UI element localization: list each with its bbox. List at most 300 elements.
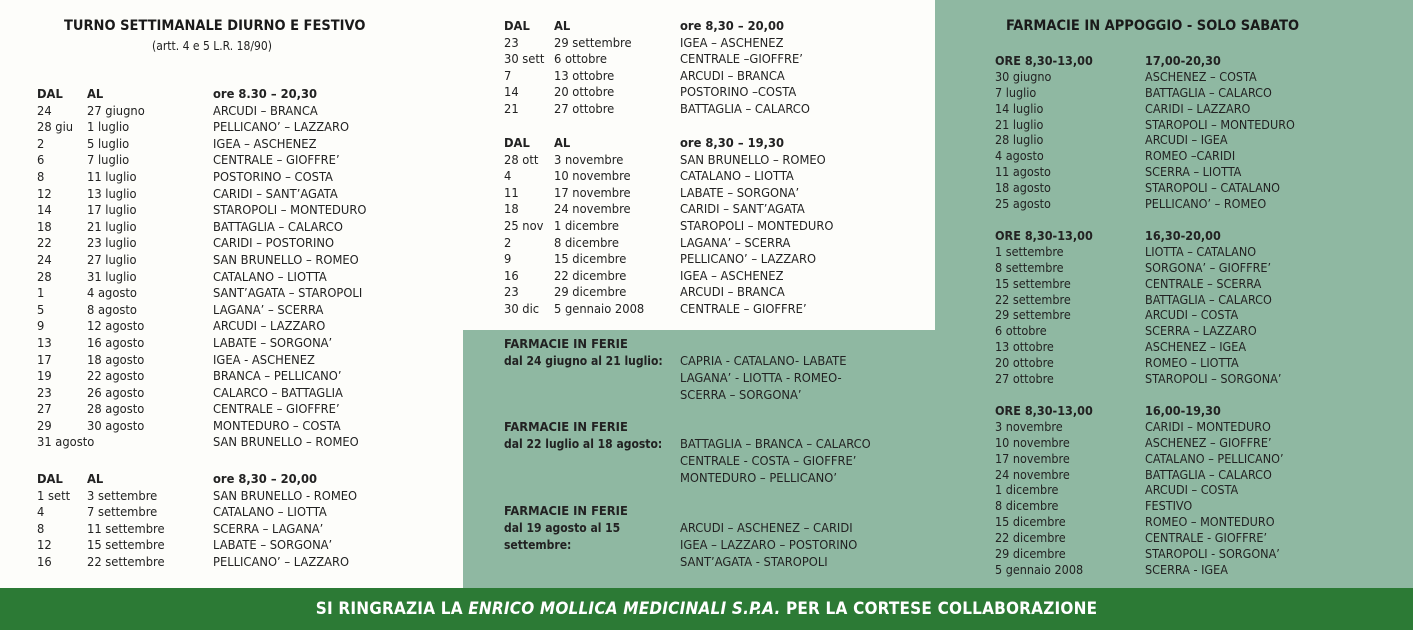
saturday-date: 11 agosto [995, 164, 1051, 180]
saturday-date: 17 novembre [995, 450, 1070, 466]
from-date: 17 [37, 352, 52, 368]
table-row [37, 137, 366, 154]
ferie-line: SANT’AGATA - STAROPOLI [680, 555, 828, 570]
from-date: 4 [37, 505, 45, 521]
from-date: 23 [504, 285, 519, 301]
saturday-row [995, 117, 1295, 133]
from-date: 2 [504, 235, 512, 251]
to-date: 22 dicembre [554, 268, 627, 284]
pharmacies: STAROPOLI – CATALANO [1145, 180, 1281, 196]
saturday-row [995, 339, 1281, 355]
ferie-line: MONTEDURO – PELLICANO’ [680, 471, 837, 486]
to-date: 13 luglio [87, 186, 137, 202]
pharmacies: SAN BRUNELLO - ROMEO [213, 488, 358, 504]
from-date: 7 [504, 68, 512, 84]
saturday-row [995, 530, 1284, 546]
afternoon-hours: 16,00-19,30 [1145, 403, 1221, 418]
saturday-date: 14 luglio [995, 100, 1044, 116]
saturday-date: 27 ottobre [995, 371, 1054, 387]
table-row [37, 220, 366, 237]
saturday-date: 30 giugno [995, 68, 1052, 84]
saturday-row [995, 355, 1281, 371]
to-date: 1 dicembre [554, 218, 619, 234]
pharmacies: LIOTTA – CATALANO [1145, 243, 1257, 259]
table-row [37, 120, 366, 137]
shift-table-winter [504, 136, 833, 319]
to-date: 29 dicembre [554, 285, 627, 301]
table-row [37, 253, 366, 270]
saturday-date: 7 luglio [995, 84, 1037, 100]
saturday-date: 15 settembre [995, 275, 1071, 291]
pharmacies: SCERRA – LAZZARO [1145, 323, 1257, 339]
pharmacies: STAROPOLI – SORGONA’ [1145, 371, 1282, 387]
saturday-date: 1 dicembre [995, 482, 1059, 498]
ferie-title: FARMACIE IN FERIE [504, 337, 628, 352]
table-row [504, 153, 833, 170]
table-header [37, 87, 366, 104]
saturday-header [995, 53, 1295, 69]
to-date: 13 ottobre [554, 68, 615, 84]
saturday-date: 22 dicembre [995, 530, 1066, 546]
to-date: 27 giugno [87, 103, 145, 119]
pharmacies: ASCHENEZ – COSTA [1145, 68, 1257, 84]
to-date: 16 agosto [87, 335, 145, 351]
table-header [504, 19, 810, 36]
pharmacies: BATTAGLIA – CALARCO [680, 101, 810, 117]
to-date: 5 luglio [87, 136, 130, 152]
pharmacies: ASCHENEZ – GIOFFRE’ [1145, 434, 1272, 450]
saturday-row [995, 164, 1295, 180]
pharmacies: SCERRA - IGEA [1145, 561, 1228, 577]
saturday-row [995, 546, 1284, 562]
pharmacies: STAROPOLI – MONTEDURO [213, 203, 367, 219]
pharmacies: ARCUDI – BRANCA [213, 103, 318, 119]
saturday-date: 24 novembre [995, 466, 1070, 482]
pharmacies: PELLICANO’ – LAZZARO [680, 252, 817, 268]
ferie-pharmacies [680, 436, 871, 487]
to-date: 17 novembre [554, 185, 631, 201]
saturday-date: 15 dicembre [995, 514, 1066, 530]
pharmacies: ARCUDI – COSTA [1145, 482, 1239, 498]
weekly-shift-subtitle: (artt. 4 e 5 L.R. 18/90) [152, 39, 272, 53]
pharmacies: CENTRALE – SCERRA [1145, 275, 1262, 291]
table-row [37, 369, 366, 386]
table-row [37, 353, 366, 370]
table-row [37, 419, 366, 436]
table-row [504, 302, 833, 319]
from-date: 27 [37, 402, 52, 418]
saturday-row [995, 244, 1281, 260]
header-cell: ore 8,30 – 19,30 [680, 136, 784, 151]
pharmacies: ARCUDI – BRANCA [680, 285, 785, 301]
table-row [504, 236, 833, 253]
footer-prefix: SI RINGRAZIA LA [315, 599, 469, 619]
ferie-line: LAGANA’ - LIOTTA - ROMEO- [680, 371, 842, 386]
from-date: 18 [37, 219, 52, 235]
header-cell: AL [87, 472, 104, 487]
pharmacies: CENTRALE – GIOFFRE’ [213, 153, 340, 169]
to-date: 11 settembre [87, 521, 165, 537]
from-date: 18 [504, 202, 519, 218]
table-row [37, 170, 366, 187]
acknowledgement-banner [0, 588, 1413, 630]
pharmacies: PELLICANO’ – LAZZARO [213, 120, 350, 136]
table-row [37, 319, 366, 336]
saturday-row [995, 562, 1284, 578]
saturday-row [995, 514, 1284, 530]
saturday-date: 28 luglio [995, 132, 1044, 148]
from-date: 12 [37, 186, 52, 202]
ferie-dates: dal 22 luglio al 18 agosto: [504, 437, 663, 451]
table-row [37, 435, 366, 452]
table-row [37, 203, 366, 220]
pharmacies: CENTRALE - GIOFFRE’ [1145, 530, 1268, 546]
pharmacies: IGEA – ASCHENEZ [213, 136, 317, 152]
saturday-date: 22 settembre [995, 291, 1071, 307]
from-date: 28 ott [504, 152, 539, 168]
saturday-date: 29 dicembre [995, 546, 1066, 562]
table-header [37, 472, 357, 489]
to-date: 22 settembre [87, 554, 165, 570]
header-cell: DAL [504, 136, 530, 151]
from-date: 21 [504, 101, 519, 117]
header-cell: ore 8,30 – 20,00 [213, 472, 317, 487]
to-date: 15 dicembre [554, 252, 627, 268]
table-row [37, 386, 366, 403]
pharmacies: BATTAGLIA – CALARCO [213, 219, 343, 235]
ferie-row [504, 436, 871, 487]
saturday-date: 6 ottobre [995, 323, 1047, 339]
table-row [37, 286, 366, 303]
pharmacies: CENTRALE –GIOFFRE’ [680, 52, 803, 68]
from-date: 5 [37, 302, 45, 318]
from-date: 1 [37, 286, 45, 302]
to-date: 27 ottobre [554, 101, 615, 117]
to-date: 28 agosto [87, 402, 145, 418]
pharmacies: ARCUDI – LAZZARO [213, 319, 326, 335]
saturday-row [995, 292, 1281, 308]
to-date: 8 agosto [87, 302, 137, 318]
pharmacies: SORGONA’ – GIOFFRE’ [1145, 259, 1272, 275]
from-date: 24 [37, 252, 52, 268]
saturday-date: 10 novembre [995, 434, 1070, 450]
table-row [37, 104, 366, 121]
header-cell: DAL [37, 472, 63, 487]
saturday-date: 20 ottobre [995, 355, 1054, 371]
pharmacies: CATALANO – LIOTTA [680, 169, 794, 185]
to-date: 18 agosto [87, 352, 145, 368]
table-row [37, 505, 357, 522]
pharmacies: CARIDI – MONTEDURO [1145, 418, 1271, 434]
table-row [504, 69, 810, 86]
ferie-block [504, 503, 857, 571]
to-date: 8 dicembre [554, 235, 619, 251]
to-date: 11 luglio [87, 169, 137, 185]
from-date: 23 [37, 385, 52, 401]
shift-table-september [37, 472, 357, 572]
saturday-row [995, 371, 1281, 387]
from-date: 9 [504, 252, 512, 268]
from-date: 16 [37, 554, 52, 570]
to-date [87, 435, 213, 452]
ferie-pharmacies [680, 353, 847, 404]
ferie-line: CENTRALE - COSTA – GIOFFRE’ [680, 454, 857, 469]
table-row [504, 85, 810, 102]
pharmacies: ROMEO – LIOTTA [1145, 355, 1239, 371]
table-row [37, 489, 357, 506]
to-date: 12 agosto [87, 319, 145, 335]
table-row [504, 102, 810, 119]
to-date: 5 gennaio 2008 [554, 301, 645, 317]
saturday-row [995, 260, 1281, 276]
pharmacies: SAN BRUNELLO – ROMEO [213, 252, 359, 268]
ferie-dates: dal 19 agosto al 15 settembre: [504, 521, 621, 552]
from-date: 22 [37, 236, 52, 252]
table-row [37, 303, 366, 320]
saturday-row [995, 196, 1295, 212]
table-row [37, 336, 366, 353]
saturday-table-autumn [995, 228, 1281, 387]
saturday-table-summer [995, 53, 1295, 212]
from-date: 30 sett [504, 52, 545, 68]
saturday-row [995, 101, 1295, 117]
to-date: 1 luglio [87, 120, 130, 136]
pharmacies: ASCHENEZ – IGEA [1145, 339, 1247, 355]
from-date: 19 [37, 369, 52, 385]
to-date: 23 luglio [87, 236, 137, 252]
pharmacies: CENTRALE – GIOFFRE’ [680, 301, 807, 317]
pharmacies: STAROPOLI - SORGONA’ [1145, 546, 1280, 562]
from-date: 8 [37, 521, 45, 537]
header-cell: ore 8,30 – 20,00 [680, 19, 784, 34]
saturday-row [995, 467, 1284, 483]
pharmacies: MONTEDURO – COSTA [213, 418, 341, 434]
saturday-date: 8 dicembre [995, 498, 1059, 514]
to-date: 3 settembre [87, 488, 158, 504]
to-date: 10 novembre [554, 169, 631, 185]
morning-hours: ORE 8,30-13,00 [995, 403, 1093, 418]
pharmacies: SANT’AGATA – STAROPOLI [213, 286, 363, 302]
to-date: 24 novembre [554, 202, 631, 218]
to-date: 30 agosto [87, 418, 145, 434]
from-date: 1 sett [37, 488, 71, 504]
from-date: 2 [37, 136, 45, 152]
saturday-row [995, 419, 1284, 435]
pharmacies: ARCUDI – COSTA [1145, 307, 1239, 323]
from-date: 12 [37, 538, 52, 554]
from-date: 23 [504, 35, 519, 51]
pharmacies: POSTORINO – COSTA [213, 169, 333, 185]
table-row [504, 285, 833, 302]
table-row [504, 202, 833, 219]
pharmacies: ARCUDI – BRANCA [680, 68, 785, 84]
saturday-row [995, 276, 1281, 292]
pharmacies: FESTIVO [1145, 498, 1193, 514]
saturday-date: 21 luglio [995, 116, 1044, 132]
from-date: 28 giu [37, 120, 74, 136]
saturday-date: 5 gennaio 2008 [995, 561, 1084, 577]
saturday-date: 18 agosto [995, 180, 1051, 196]
morning-hours: ORE 8,30-13,00 [995, 228, 1093, 243]
pharmacies: IGEA - ASCHENEZ [213, 352, 315, 368]
ferie-title: FARMACIE IN FERIE [504, 420, 628, 435]
saturday-support-title: FARMACIE IN APPOGGIO - SOLO SABATO [1006, 18, 1300, 34]
pharmacies: LAGANA’ – SCERRA [213, 302, 324, 318]
pharmacies: STAROPOLI – MONTEDURO [1145, 116, 1295, 132]
header-cell: ore 8.30 – 20,30 [213, 87, 317, 102]
pharmacies: POSTORINO –COSTA [680, 85, 797, 101]
saturday-date: 25 agosto [995, 196, 1051, 212]
saturday-date: 1 settembre [995, 243, 1064, 259]
table-row [504, 169, 833, 186]
pharmacies: BATTAGLIA – CALARCO [1145, 84, 1272, 100]
pharmacies: CALARCO – BATTAGLIA [213, 385, 343, 401]
ferie-title: FARMACIE IN FERIE [504, 504, 628, 519]
ferie-block [504, 336, 847, 404]
from-date: 13 [37, 335, 52, 351]
to-date: 20 ottobre [554, 85, 615, 101]
pharmacies: CARIDI – SANT’AGATA [680, 202, 805, 218]
to-date: 3 novembre [554, 152, 624, 168]
to-date: 27 luglio [87, 252, 137, 268]
from-date: 29 [37, 418, 52, 434]
table-row [504, 36, 810, 53]
header-cell: AL [554, 19, 571, 34]
pharmacies: SAN BRUNELLO – ROMEO [680, 152, 826, 168]
saturday-row [995, 307, 1281, 323]
from-date: 14 [504, 85, 519, 101]
pharmacies: PELLICANO’ – ROMEO [1145, 196, 1267, 212]
header-cell: DAL [504, 19, 530, 34]
pharmacies: PELLICANO’ – LAZZARO [213, 554, 350, 570]
to-date: 31 luglio [87, 269, 137, 285]
pharmacies: ROMEO – MONTEDURO [1145, 514, 1275, 530]
header-cell: AL [87, 87, 104, 102]
saturday-date: 3 novembre [995, 418, 1063, 434]
from-date: 25 nov [504, 218, 544, 234]
from-date: 28 [37, 269, 52, 285]
to-date: 15 settembre [87, 538, 165, 554]
saturday-row [995, 482, 1284, 498]
pharmacies: BATTAGLIA – CALARCO [1145, 291, 1272, 307]
table-row [37, 402, 366, 419]
header-cell: AL [554, 136, 571, 151]
ferie-block [504, 419, 871, 487]
saturday-header [995, 228, 1281, 244]
ferie-line: CAPRIA - CATALANO- LABATE [680, 354, 847, 369]
from-date: 30 dic [504, 301, 540, 317]
table-row [37, 555, 357, 572]
saturday-row [995, 132, 1295, 148]
header-cell: DAL [37, 87, 63, 102]
from-date: 9 [37, 319, 45, 335]
pharmacies: LABATE – SORGONA’ [213, 538, 333, 554]
to-date: 7 settembre [87, 505, 158, 521]
from-date: 31 agosto [37, 435, 95, 451]
table-row [504, 52, 810, 69]
afternoon-hours: 17,00-20,30 [1145, 53, 1221, 68]
ferie-row [504, 520, 857, 571]
saturday-date: 4 agosto [995, 148, 1044, 164]
saturday-row [995, 323, 1281, 339]
pharmacies: LABATE – SORGONA’ [680, 185, 800, 201]
pharmacies: SCERRA – LAGANA’ [213, 521, 324, 537]
table-row [37, 522, 357, 539]
shift-table-october [504, 19, 810, 119]
pharmacies: LABATE – SORGONA’ [213, 335, 333, 351]
saturday-row [995, 498, 1284, 514]
pharmacies: ROMEO –CARIDI [1145, 148, 1236, 164]
to-date: 26 agosto [87, 385, 145, 401]
pharmacies: IGEA – ASCHENEZ [680, 35, 784, 51]
afternoon-hours: 16,30-20,00 [1145, 228, 1221, 243]
table-row [37, 187, 366, 204]
pharmacies: CATALANO – LIOTTA [213, 269, 327, 285]
pharmacies: BRANCA – PELLICANO’ [213, 369, 342, 385]
saturday-table-winter [995, 403, 1284, 578]
saturday-row [995, 69, 1295, 85]
to-date: 29 settembre [554, 35, 632, 51]
to-date: 7 luglio [87, 153, 130, 169]
morning-hours: ORE 8,30-13,00 [995, 53, 1093, 68]
to-date: 17 luglio [87, 203, 137, 219]
pharmacies: CARIDI – POSTORINO [213, 236, 335, 252]
saturday-header [995, 403, 1284, 419]
shift-table-summer [37, 87, 366, 452]
ferie-line: IGEA – LAZZARO – POSTORINO [680, 538, 858, 553]
pharmacies: CATALANO – PELLICANO’ [1145, 450, 1284, 466]
ferie-line: SCERRA – SORGONA’ [680, 388, 802, 403]
table-row [504, 219, 833, 236]
saturday-date: 8 settembre [995, 259, 1064, 275]
table-row [504, 252, 833, 269]
saturday-row [995, 85, 1295, 101]
from-date: 16 [504, 268, 519, 284]
saturday-row [995, 451, 1284, 467]
footer-suffix: PER LA CORTESE COLLABORAZIONE [780, 599, 1098, 619]
ferie-pharmacies [680, 520, 857, 571]
to-date: 6 ottobre [554, 52, 607, 68]
saturday-row [995, 180, 1295, 196]
from-date: 11 [504, 185, 519, 201]
table-row [37, 153, 366, 170]
pharmacies: IGEA – ASCHENEZ [680, 268, 784, 284]
ferie-line: ARCUDI – ASCHENEZ – CARIDI [680, 521, 853, 536]
ferie-dates: dal 24 giugno al 21 luglio: [504, 354, 663, 368]
table-row [504, 186, 833, 203]
pharmacies: CARIDI – LAZZARO [1145, 100, 1251, 116]
from-date: 6 [37, 153, 45, 169]
from-date: 24 [37, 103, 52, 119]
table-row [504, 269, 833, 286]
pharmacies: ARCUDI – IGEA [1145, 132, 1228, 148]
pharmacies: CATALANO – LIOTTA [213, 505, 327, 521]
weekly-shift-title: TURNO SETTIMANALE DIURNO E FESTIVO [64, 18, 366, 34]
from-date: 14 [37, 203, 52, 219]
saturday-row [995, 148, 1295, 164]
table-row [37, 538, 357, 555]
saturday-date: 13 ottobre [995, 339, 1054, 355]
pharmacies: BATTAGLIA – CALARCO [1145, 466, 1272, 482]
footer-company: ENRICO MOLLICA MEDICINALI S.P.A. [468, 599, 781, 619]
pharmacies: SCERRA – LIOTTA [1145, 164, 1242, 180]
saturday-date: 29 settembre [995, 307, 1071, 323]
pharmacies: LAGANA’ – SCERRA [680, 235, 791, 251]
table-header [504, 136, 833, 153]
to-date: 22 agosto [87, 369, 145, 385]
ferie-row [504, 353, 847, 404]
from-date: 4 [504, 169, 512, 185]
